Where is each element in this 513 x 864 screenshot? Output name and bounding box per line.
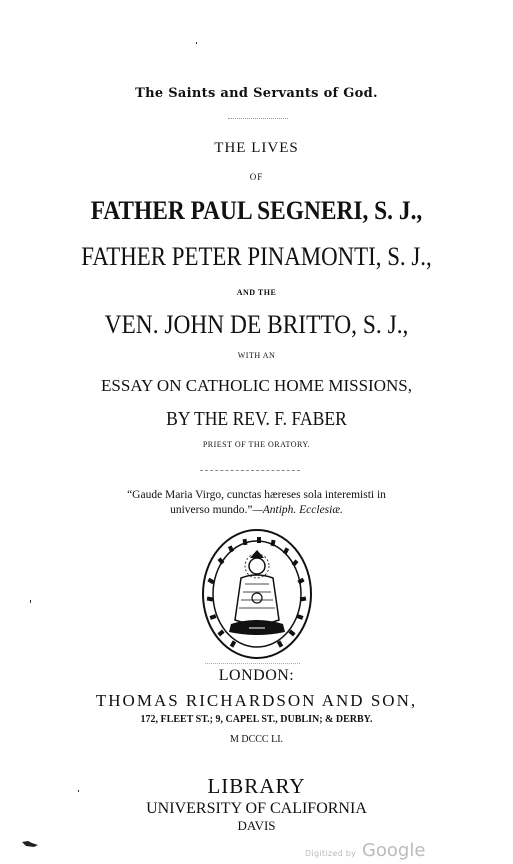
- epigraph-line-2: [0, 503, 513, 518]
- page-speck: [30, 600, 31, 603]
- lives-heading: THE LIVES: [214, 140, 299, 156]
- imprint-date: M DCCC LI.: [229, 734, 284, 745]
- essay-title: ESSAY ON CATHOLIC HOME MISSIONS,: [101, 376, 412, 395]
- imprint-address: 172, FLEET ST.; 9, CAPEL ST., DUBLIN; & DERBY.: [140, 714, 373, 725]
- epigraph: [0, 488, 513, 518]
- library-stamp-line-1: LIBRARY: [207, 774, 306, 798]
- publisher-seal-emblem: [201, 528, 313, 660]
- author-affiliation: PRIEST OF THE ORATORY.: [202, 440, 311, 449]
- library-stamp-line-3: DAVIS: [237, 818, 276, 833]
- page-speck: [78, 790, 79, 792]
- page-speck: [196, 42, 197, 44]
- watermark-prefix: Digitized by: [305, 849, 357, 858]
- page-smudge-mark: [22, 840, 38, 848]
- and-the-connector: AND THE: [236, 288, 277, 297]
- divider-rule: [200, 470, 300, 471]
- epigraph-line-1: “Gaude Maria Virgo, cunctas hæreses sola interemisti in: [127, 489, 386, 501]
- subject-pinamonti: FATHER PETER PINAMONTI, S. J.,: [81, 242, 432, 271]
- imprint-city: LONDON:: [218, 667, 295, 684]
- watermark-brand: Google: [361, 840, 426, 861]
- with-an-connector: WITH AN: [237, 351, 276, 360]
- imprint-publisher: THOMAS RICHARDSON AND SON,: [95, 691, 418, 710]
- subject-segneri: FATHER PAUL SEGNERI, S. J.,: [90, 196, 423, 225]
- series-title: The Saints and Servants of God.: [135, 86, 378, 101]
- subject-britto: VEN. JOHN DE BRITTO, S. J.,: [104, 310, 409, 339]
- epigraph-attribution: —Antiph. Ecclesiæ.: [252, 504, 343, 516]
- library-stamp-line-2: UNIVERSITY OF CALIFORNIA: [146, 800, 367, 817]
- divider-rule-lower: [205, 663, 300, 664]
- digitized-watermark: [305, 840, 425, 861]
- epigraph-text: universo mundo.”: [170, 504, 253, 516]
- ornament-rule: [228, 118, 288, 119]
- of-connector: OF: [249, 172, 264, 182]
- author-line: BY THE REV. F. FABER: [166, 408, 347, 430]
